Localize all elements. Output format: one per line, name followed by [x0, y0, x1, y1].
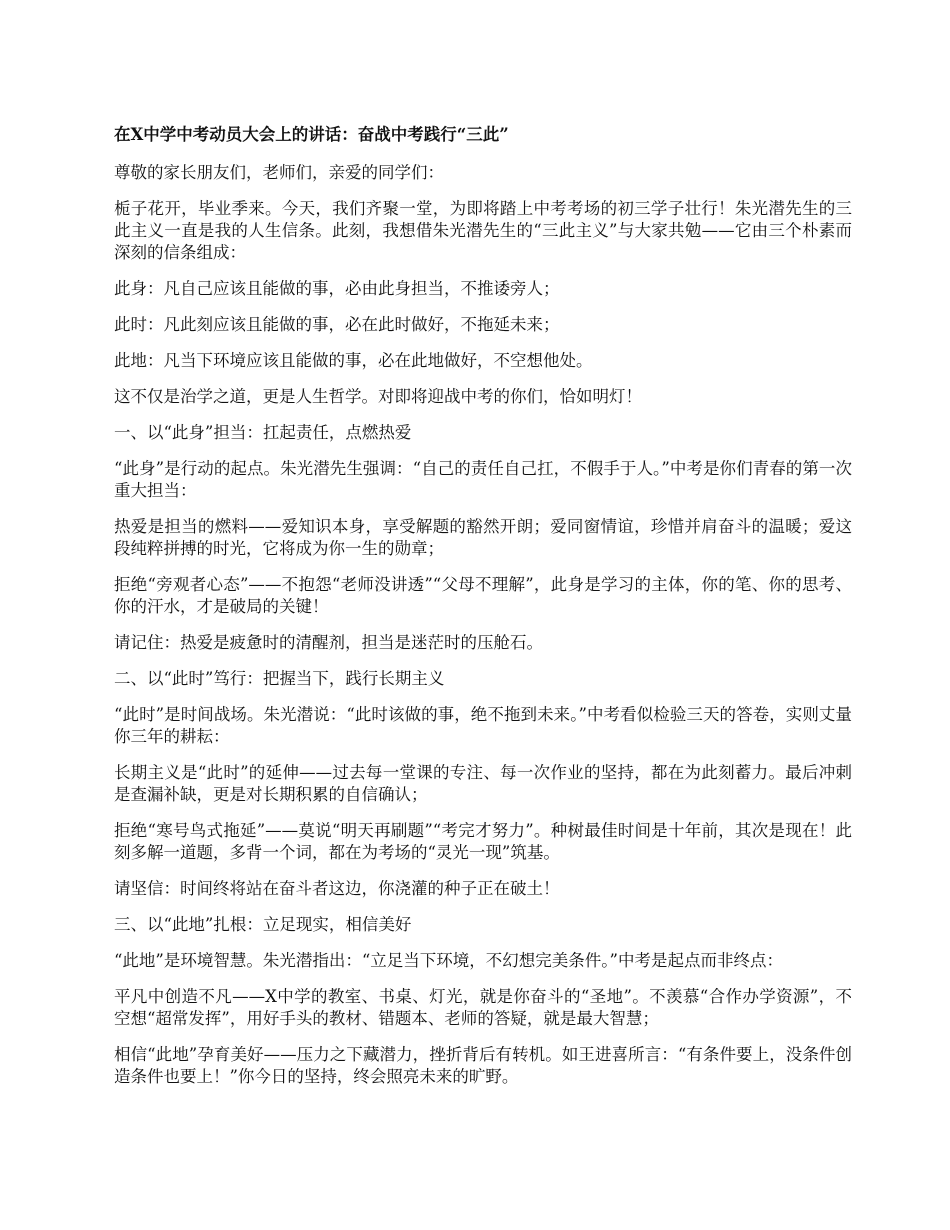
section-2-intro: “此时”是时间战场。朱光潜说：“此时该做的事，绝不拖到未来。”中考看似检验三天的答卷，实则丈量你三年的耕耘： — [114, 705, 852, 746]
section-heading-3: 三、以“此地”扎根：立足现实，相信美好 — [114, 915, 412, 934]
section-2-point-2: 拒绝“寒号鸟式拖延”——莫说“明天再刷题”“考完才努力”。种树最佳时间是十年前，其次是现在！此刻多解一道题，多背一个词，都在为考场的“灵光一现”筑基。 — [114, 821, 852, 862]
intro-paragraph: 栀子花开，毕业季来。今天，我们齐聚一堂，为即将踏上中考考场的初三学子壮行！朱光潜先生的三此主义一直是我的人生信条。此刻，我想借朱光潜先生的“三此主义”与大家共勉——它由三个朴素而深刻的信条组成： — [114, 199, 852, 262]
principle-body: 此身：凡自己应该且能做的事，必由此身担当，不推诿旁人； — [114, 279, 560, 298]
section-2-point-1: 长期主义是“此时”的延伸——过去每一堂课的专注、每一次作业的坚持，都在为此刻蓄力。最后冲刺是查漏补缺，更是对长期积累的自信确认； — [114, 763, 852, 804]
section-1-point-1: 热爱是担当的燃料——爱知识本身，享受解题的豁然开朗；爱同窗情谊，珍惜并肩奋斗的温暖；爱这段纯粹拼搏的时光，它将成为你一生的勋章； — [114, 517, 852, 558]
principle-place: 此地：凡当下环境应该且能做的事，必在此地做好，不空想他处。 — [114, 351, 593, 370]
section-3-intro: “此地”是环境智慧。朱光潜指出：“立足当下环境，不幻想完美条件。”中考是起点而非终点： — [114, 951, 783, 970]
philosophy-paragraph: 这不仅是治学之道，更是人生哲学。对即将迎战中考的你们，恰如明灯！ — [114, 387, 642, 406]
section-3-point-2: 相信“此地”孕育美好——压力之下藏潜力，挫折背后有转机。如王进喜所言：“有条件要上，没条件创造条件也要上！”你今日的坚持，终会照亮未来的旷野。 — [114, 1045, 852, 1086]
section-2-summary: 请坚信：时间终将站在奋斗者这边，你浇灌的种子正在破土！ — [114, 879, 560, 898]
principle-time: 此时：凡此刻应该且能做的事，必在此时做好，不拖延未来； — [114, 315, 560, 334]
section-1-intro: “此身”是行动的起点。朱光潜先生强调：“自己的责任自己扛，不假手于人。”中考是你们青春的第一次重大担当： — [114, 459, 852, 500]
document-page — [114, 124, 852, 1102]
section-1-point-2: 拒绝“旁观者心态”——不抱怨“老师没讲透”“父母不理解”，此身是学习的主体，你的笔、你的思考、你的汗水，才是破局的关键！ — [114, 575, 852, 616]
salutation: 尊敬的家长朋友们，老师们，亲爱的同学们： — [114, 163, 444, 182]
speech-title: 在X中学中考动员大会上的讲话：奋战中考践行“三此” — [114, 125, 509, 144]
section-1-summary: 请记住：热爱是疲惫时的清醒剂，担当是迷茫时的压舱石。 — [114, 633, 543, 652]
section-3-point-1: 平凡中创造不凡——X中学的教室、书桌、灯光，就是你奋斗的“圣地”。不羡慕“合作办学资源”，不空想“超常发挥”，用好手头的教材、错题本、老师的答疑，就是最大智慧； — [114, 987, 852, 1028]
section-heading-1: 一、以“此身”担当：扛起责任，点燃热爱 — [114, 423, 412, 442]
section-heading-2: 二、以“此时”笃行：把握当下，践行长期主义 — [114, 669, 445, 688]
